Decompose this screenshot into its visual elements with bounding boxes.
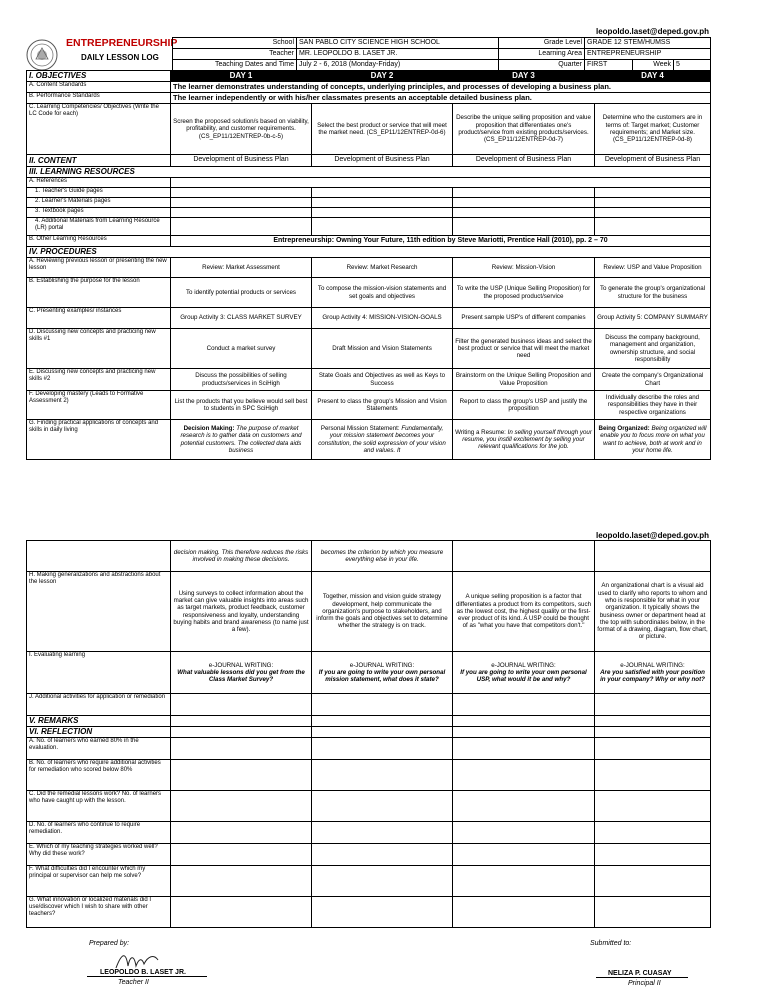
proc-i-day1-body: What valuable lessons did you get from the Class Market Survey?	[177, 668, 305, 684]
dates-label: Teaching Dates and Time	[173, 60, 297, 71]
content-day1: Development of Business Plan	[171, 155, 312, 167]
proc-g-day4-head: Being Organized:	[598, 424, 650, 432]
day1-header: DAY 1	[171, 71, 312, 82]
proc-a-day2: Review: Market Research	[312, 258, 453, 278]
email-page2: leopoldo.laset@deped.gov.ph	[596, 531, 709, 540]
proc-g-day3-head: Writing a Resume:	[455, 428, 506, 436]
performance-standards-value: The learner independently or with his/her classmates presents an acceptable detailed business plan.	[171, 93, 711, 104]
deped-seal-logo	[26, 39, 58, 71]
prepared-name: LEOPOLDO B. LASET JR.	[100, 969, 186, 976]
content-heading: II. CONTENT	[27, 155, 171, 167]
proc-d-day1: Conduct a market survey	[171, 329, 312, 369]
tb-label: 3. Textbook pages	[27, 208, 171, 218]
resources-heading: III. LEARNING RESOURCES	[27, 167, 711, 178]
proc-e-day2: State Goals and Objectives as well as Keys to Success	[312, 369, 453, 391]
proc-i-day3	[453, 652, 595, 694]
proc-b-day4: To generate the group's organizational structure for the business	[595, 278, 711, 308]
proc-e-label: E. Discussing new concepts and practicing new skills #2	[27, 369, 171, 391]
references-label: A. References	[27, 178, 171, 188]
other-resources-value: Entrepreneurship: Owning Your Future, 11th edition by Steve Mariotti, Prentice Hall (2010), pp. 2 – 70	[171, 236, 711, 247]
proc-g-day1-body: The purpose of market research is to gather data on customers and potential customers. The collected data aids business	[180, 424, 302, 454]
proc-c-day3: Present sample USP's of different companies	[453, 308, 595, 329]
proc-i-day1-head: e-JOURNAL WRITING:	[208, 661, 274, 669]
proc-f-day1: List the products that you believe would sell best to students in SPC SciHigh	[171, 391, 312, 420]
other-resources-label: B. Other Learning Resources	[27, 236, 171, 247]
reflection-a: A. No. of learners who earned 80% in the evaluation.	[27, 738, 171, 760]
content-standards-label: A. Content Standards	[27, 82, 171, 93]
teacher-label: Teacher	[173, 49, 297, 60]
proc-h-day3: A unique selling proposition is a factor that differentiates a product from its competitors, such as the lowest cost, the highest quality or the first-ever product of its kind. A USP could be thought of as "what you have that competitors don't."	[453, 572, 595, 652]
competency-day1: Screen the proposed solution/s based on viability, profitability, and customer requirements. (CS_EP11/12ENTREP-0b-c-5)	[171, 104, 312, 155]
content-day3: Development of Business Plan	[453, 155, 595, 167]
tg-label: 1. Teacher's Guide pages	[27, 188, 171, 198]
teacher-value: MR. LEOPOLDO B. LASET JR.	[297, 49, 499, 60]
proc-g-day4-body: Being organized will enable you to focus more on what you want to achieve, both at work and in your home life.	[600, 424, 707, 454]
proc-c-day4: Group Activity 5: COMPANY SUMMARY	[595, 308, 711, 329]
proc-e-day3: Brainstorm on the Unique Selling Proposition and Value Proposition	[453, 369, 595, 391]
proc-i-day2-head: e-JOURNAL WRITING:	[349, 661, 415, 669]
quarter-value: FIRST	[585, 60, 633, 71]
doc-title: ENTREPRENEURSHIP	[66, 37, 178, 49]
proc-g-day2	[312, 420, 453, 460]
reflection-d: D. No. of learners who continue to require remediation.	[27, 822, 171, 844]
proc-g-day2-head: Personal Mission Statement:	[320, 424, 400, 432]
proc-j-label: J. Additional activities for application or remediation	[27, 694, 171, 716]
proc-b-label: B. Establishing the purpose for the lesson	[27, 278, 171, 308]
proc-g-day2-body: Fundamentally, your mission statement becomes your constitution, the solid expression of your vision and values. It	[318, 424, 446, 454]
proc-h-label: H. Making generalizations and abstractions about the lesson	[27, 572, 171, 652]
content-day4: Development of Business Plan	[595, 155, 711, 167]
proc-g-label: G. Finding practical applications of concepts and skills in daily living	[27, 420, 171, 460]
proc-c-label: C. Presenting examples/ instances	[27, 308, 171, 329]
remarks-heading: V. REMARKS	[27, 716, 171, 727]
email-top: leopoldo.laset@deped.gov.ph	[596, 27, 709, 36]
proc-i-day3-head: e-JOURNAL WRITING:	[491, 661, 556, 669]
grade-value: GRADE 12 STEM/HUMSS	[585, 38, 711, 49]
dates-value: July 2 - 6, 2018 (Monday-Friday)	[297, 60, 499, 71]
competency-day4: Determine who the customers are in terms of: Target market; Customer requirements; and Market size. (CS_EP11/12ENTREP-0d-8)	[595, 104, 711, 155]
submitted-name: NELIZA P. CUASAY	[608, 970, 672, 977]
prepared-line	[87, 976, 207, 977]
content-standards-value: The learner demonstrates understanding of concepts, underlying principles, and processes of developing a business plan.	[171, 82, 711, 93]
proc-c-day2: Group Activity 4: MISSION-VISION-GOALS	[312, 308, 453, 329]
proc-d-day4: Discuss the company background, management and organization, ownership structure, and social responsibility	[595, 329, 711, 369]
proc-b-day1: To identify potential products or services	[171, 278, 312, 308]
prepared-label: Prepared by:	[89, 940, 130, 947]
proc-c-day1: Group Activity 3: CLASS MARKET SURVEY	[171, 308, 312, 329]
proc-a-day3: Review: Mission-Vision	[453, 258, 595, 278]
proc-g-cont-day2: becomes the criterion by which you measure everything else in your life.	[312, 541, 453, 572]
proc-b-day2: To compose the mission-vision statements and set goals and objectives	[312, 278, 453, 308]
competency-day2: Select the best product or service that will meet the market need. (CS_EP11/12ENTREP-0d-6)	[312, 104, 453, 155]
prepared-title: Teacher II	[118, 979, 149, 986]
proc-g-day1-head: Decision Making:	[183, 424, 235, 432]
proc-h-day1: Using surveys to collect information about the market can give valuable insights into areas such as target markets, product feedback, customer responsiveness and loyalty, understanding buying habits and brand awareness (to name just a few).	[171, 572, 312, 652]
content-day2: Development of Business Plan	[312, 155, 453, 167]
lr-label: 4. Additional Materials from Learning Resource (LR) portal	[27, 218, 171, 236]
reflection-g: G. What innovation or localized materials did I use/discover which I wish to share with other teachers?	[27, 897, 171, 928]
proc-i-day3-body: If you are going to write your own personal USP, what would it be and why?	[460, 668, 587, 684]
proc-d-label: D. Discussing new concepts and practicing new skills #1	[27, 329, 171, 369]
proc-e-day1: Discuss the possibilities of selling products/services in SciHigh	[171, 369, 312, 391]
performance-standards-label: B. Performance Standards	[27, 93, 171, 104]
proc-e-day4: Create the company's Organizational Chart	[595, 369, 711, 391]
proc-i-day2-body: If you are going to write your own personal mission statement, what does it state?	[318, 668, 446, 684]
lesson-table-page2	[26, 540, 711, 928]
proc-g-day1	[171, 420, 312, 460]
proc-i-day4-head: e-JOURNAL WRITING:	[620, 661, 685, 669]
grade-label: Grade Level	[499, 38, 585, 49]
proc-h-day2: Together, mission and vision guide strategy development, help communicate the organization's purpose to stakeholders, and inform the goals and objectives set to determine whether the strategy is on track.	[312, 572, 453, 652]
competencies-label: C. Learning Competencies/ Objectives (Write the LC Code for each)	[27, 104, 171, 155]
proc-a-label: A. Reviewing previous lesson or presenting the new lesson	[27, 258, 171, 278]
proc-h-day4: An organizational chart is a visual aid used to clarify who reports to whom and who is responsible for what in your organization. It typically shows the business owner or department head at the top with subordinates below, in the format of a drawing, diagram, flow chart, or picture.	[595, 572, 711, 652]
lesson-table-page1	[26, 70, 711, 460]
school-label: School	[173, 38, 297, 49]
reflection-b: B. No. of learners who require additional activities for remediation who scored below 80%	[27, 760, 171, 791]
area-value: ENTREPRENEURSHIP	[585, 49, 711, 60]
proc-i-label: I. Evaluating learning	[27, 652, 171, 694]
week-label: Week	[633, 60, 674, 71]
proc-d-day3: Filter the generated business ideas and select the best product or service that will meet the market need	[453, 329, 595, 369]
day4-header: DAY 4	[595, 71, 711, 82]
proc-i-day4-body: Are you satisfied with your position in your company? Why or why not?	[600, 668, 705, 684]
proc-g-cont-day1: decision making. This therefore reduces the risks involved in making these decisions.	[171, 541, 312, 572]
lm-label: 2. Learner's Materials pages	[27, 198, 171, 208]
proc-a-day1: Review: Market Assessment	[171, 258, 312, 278]
proc-g-day4	[595, 420, 711, 460]
proc-f-day3: Report to class the group's USP and justify the proposition	[453, 391, 595, 420]
quarter-label: Quarter	[499, 60, 585, 71]
procedures-heading: IV. PROCEDURES	[27, 247, 711, 258]
doc-subtitle: DAILY LESSON LOG	[81, 53, 159, 62]
proc-b-day3: To write the USP (Unique Selling Proposition) for the proposed product/service	[453, 278, 595, 308]
proc-i-day2	[312, 652, 453, 694]
reflection-heading: VI. REFLECTION	[27, 727, 171, 738]
header-table	[172, 37, 711, 71]
submitted-title: Principal II	[628, 980, 661, 987]
proc-f-label: F. Developing mastery (Leads to Formative Assessment 2)	[27, 391, 171, 420]
reflection-e: E. Which of my teaching strategies worked well? Why did these work?	[27, 844, 171, 866]
proc-d-day2: Draft Mission and Vision Statements	[312, 329, 453, 369]
competency-day3: Describe the unique selling proposition and value proposition that differentiates one's product/service from existing products/services. (CS_EP11/12ENTREP-0d-7)	[453, 104, 595, 155]
proc-a-day4: Review: USP and Value Proposition	[595, 258, 711, 278]
proc-g-day3-body: In selling yourself through your resume, you instill excitement by selling your relevant qualifications for the job.	[462, 428, 592, 451]
proc-i-day4	[595, 652, 711, 694]
submitted-label: Submitted to:	[590, 940, 632, 947]
school-value: SAN PABLO CITY SCIENCE HIGH SCHOOL	[297, 38, 499, 49]
proc-f-day2: Present to class the group's Mission and Vision Statements	[312, 391, 453, 420]
objectives-heading: I. OBJECTIVES	[27, 71, 171, 82]
reflection-f: F. What difficulties did I encounter which my principal or supervisor can help me solve?	[27, 866, 171, 897]
reflection-c: C. Did the remedial lessons work? No. of learners who have caught up with the lesson.	[27, 791, 171, 822]
submitted-line	[596, 977, 688, 978]
day2-header: DAY 2	[312, 71, 453, 82]
proc-f-day4: Individually describe the roles and responsibilities they have in their respective organizations	[595, 391, 711, 420]
proc-g-day3	[453, 420, 595, 460]
day3-header: DAY 3	[453, 71, 595, 82]
week-value: 5	[674, 60, 711, 71]
area-label: Learning Area	[499, 49, 585, 60]
proc-i-day1	[171, 652, 312, 694]
